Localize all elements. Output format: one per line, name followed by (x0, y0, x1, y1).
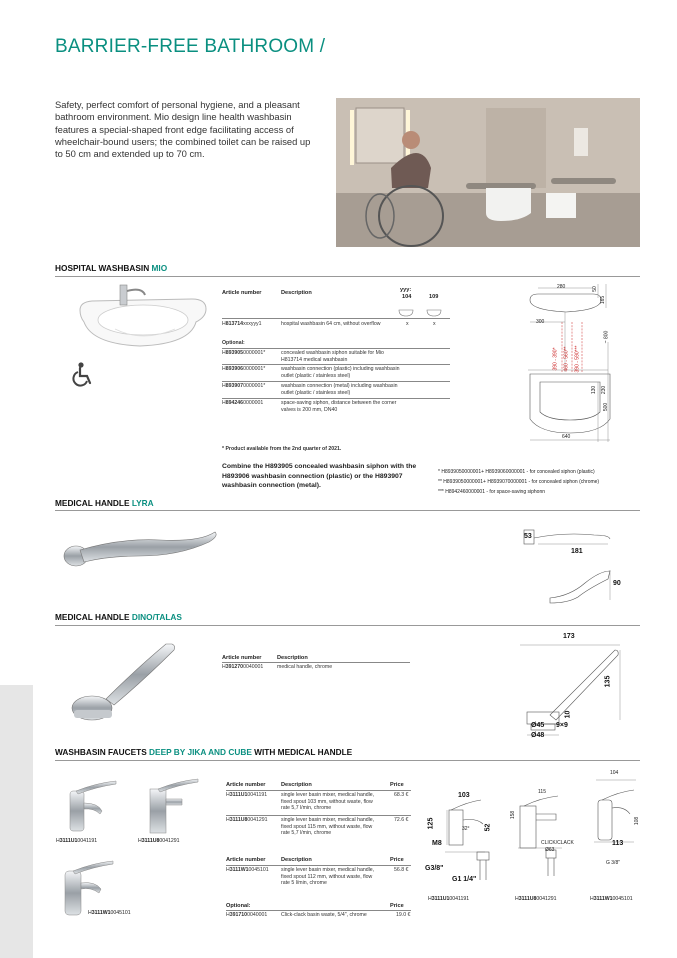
f-optional-price-col: Price (390, 903, 404, 909)
u1-dim-125: 125 (427, 817, 435, 830)
wheelchair-icon (72, 362, 94, 388)
dino-row-article (222, 664, 263, 671)
f1-row2-prefix: H (226, 817, 230, 823)
w1-dim-108: 108 (634, 816, 641, 826)
lyra-handle-image (62, 530, 217, 575)
u8-drawing-bold: 3111U8 (518, 896, 537, 902)
f2-col-article: Article number (226, 857, 266, 863)
faucets-heading-text: WASHBASIN FAUCETS (55, 747, 150, 757)
u8-drawing-prefix: H (515, 896, 519, 902)
u1-drawing-bold: 3111U1 (431, 896, 450, 902)
faucet-u1-bold: 3111U1 (59, 838, 78, 844)
wb-dim-800: ~ 800 (603, 330, 610, 344)
f-opt1-article (226, 912, 267, 919)
u1-drawing-prefix: H (428, 896, 432, 902)
wb-opt2-article (222, 366, 265, 373)
wb-dim-280: 280 (557, 284, 566, 290)
f2-col-desc: Description (281, 857, 312, 863)
wb-opt2-prefix: H (222, 366, 226, 372)
wb-row-rule (222, 381, 450, 382)
washbasin-product-image (75, 285, 210, 355)
dino-dim-173: 173 (563, 633, 575, 640)
faucet-w1-label (88, 910, 131, 916)
wb-row-rule (222, 398, 450, 399)
w1-dim-113: 113 (612, 840, 624, 847)
wb-opt3-prefix: H (222, 383, 226, 389)
wb-availability-note: * Product available from the 2nd quarter of 2021. (222, 446, 342, 452)
u8-dim-158: 158 (510, 810, 517, 820)
f2-row1-prefix: H (226, 867, 230, 873)
wb-combine-note: Combine the H893905 concealed washbasin siphon with the H893906 washbasin connection (plastic) or the H893907 washbasin connection (metal). (222, 463, 417, 489)
u1-drawing-label (428, 896, 469, 902)
wb-opt3-article (222, 383, 265, 390)
wb-dim-460: 460 - 560** (563, 346, 570, 372)
u1-drawing-suffix: 0041191 (449, 896, 470, 902)
faucets-heading-accent: DEEP BY JIKA AND CUBE (149, 747, 252, 757)
w1-drawing-prefix: H (590, 896, 594, 902)
dino-dim-135: 135 (604, 675, 612, 688)
dino-handle-image (70, 640, 180, 722)
wb-opt4-bold: 894246 (225, 400, 244, 406)
washbasin-heading-accent: MIO (151, 263, 168, 273)
faucet-u1-suffix: 0041191 (77, 838, 98, 844)
intro-text: Safety, perfect comfort of personal hygiene, and a pleasant bathroom environment. Mio design line health washbasin features a special-shaped front edge facilitating access of wheelchair-bound users; the combined toilet can be raised up to 50 cm and extended up to 70 cm. (55, 99, 311, 160)
wb-dim-50: 50 (591, 286, 598, 292)
faucets-heading (55, 747, 352, 757)
f-opt1-price: 19.0 € (396, 912, 411, 918)
washbasin-heading-text: HOSPITAL WASHBASIN (55, 263, 152, 273)
side-tab (0, 685, 33, 958)
wb-opt3-suffix: 0000001* (243, 383, 266, 389)
f1-row1-desc: single lever basin mixer, medical handle, fixed spout 103 mm, without waste, flow rate 5,7 l/min, chrome (281, 792, 375, 812)
faucet-u8-suffix: 0041291 (159, 838, 180, 844)
dino-drawing (515, 640, 625, 745)
wb-opt1-suffix: 0000001* (243, 350, 266, 356)
f-opt1-prefix: H (226, 912, 230, 918)
dino-table-rule (222, 662, 410, 663)
u1-dim-m8: M8 (432, 840, 442, 847)
wb-dim-500: 500 (603, 402, 610, 412)
f-optional-rule (226, 910, 411, 911)
washbasin-divider (55, 276, 640, 277)
u1-dim-g38: G3/8" (425, 865, 444, 872)
wb-opt1-prefix: H (222, 350, 226, 356)
u8-dim-63: Ø63 (545, 847, 555, 853)
bathroom-photo (336, 98, 640, 247)
wb-optional-rule (222, 348, 450, 349)
dino-row-prefix: H (222, 664, 226, 670)
wb-combo-3: *** H8942460000001 - for space-saving siphonn (438, 489, 546, 495)
wb-combo-2: ** H8939050000001+ H8939070000001 - for concealed siphon (chrome) (438, 479, 600, 485)
wb-row-rule (222, 364, 450, 365)
washbasin-drawing (520, 282, 620, 447)
wb-col-109: 109 (429, 294, 439, 300)
washbasin-heading (55, 263, 167, 273)
w1-dim-104: 104 (610, 770, 619, 776)
dino-heading-text: MEDICAL HANDLE (55, 612, 132, 622)
f-opt1-suffix: 0040001 (247, 912, 268, 918)
wb-table-rule (222, 318, 450, 319)
dino-col-desc: Description (277, 655, 308, 661)
faucet-u8-prefix: H (138, 838, 142, 844)
wb-combo-1: * H8939050000001+ H8939060000001 - for concealed siphon (plastic) (438, 469, 595, 475)
wb-col-104: 104 (402, 294, 412, 300)
wb-col-desc: Description (281, 290, 312, 296)
faucet-w1-prefix: H (88, 910, 92, 916)
wb-main-109: x (433, 321, 436, 327)
w1-drawing-label (590, 896, 633, 902)
wb-opt3-desc: washbasin connection (metal) including washbasin outlet (plastic / stainless steel) (281, 383, 398, 396)
f1-row2-desc: single lever basin mixer, medical handle, fixed spout 115 mm, without waste, flow rate 5,7 l/min, chrome (281, 817, 375, 837)
lyra-dim-53: 53 (524, 533, 532, 540)
f1-row2-article (226, 817, 268, 824)
wb-opt1-bold: 893905 (225, 350, 244, 356)
u1-dim-g114: G1 1/4" (452, 876, 477, 883)
dino-dim-48: Ø48 (531, 732, 545, 739)
lyra-heading-accent: LYRA (131, 498, 154, 508)
wb-dim-300: 300 (536, 319, 545, 325)
faucet-u1-image (60, 777, 120, 837)
lyra-dim-181: 181 (571, 548, 583, 555)
wb-optional-label: Optional: (222, 340, 245, 346)
faucets-heading-tail: WITH MEDICAL HANDLE (251, 747, 353, 757)
wb-color-swatches (397, 308, 447, 318)
lyra-heading-text: MEDICAL HANDLE (55, 498, 132, 508)
lyra-divider (55, 510, 640, 511)
f-optional-label: Optional: (226, 903, 251, 909)
wb-opt3-bold: 893907 (225, 383, 244, 389)
u1-dim-32: 32° (462, 826, 470, 832)
f2-row1-desc: single lever basin mixer, medical handle, fixed spout 112 mm, without waste, flow rate 5 l/min, chrome (281, 867, 375, 887)
dino-dim-45: Ø45 (531, 722, 545, 729)
u1-dim-103: 103 (458, 792, 470, 799)
f2-table-rule (226, 865, 411, 866)
dino-col-article: Article number (222, 655, 262, 661)
f2-row1-article (226, 867, 269, 874)
wb-opt1-article (222, 350, 265, 357)
faucets-divider (55, 760, 640, 761)
f-opt1-desc: Click-clack basin waste, 5/4", chrome (281, 912, 367, 918)
wb-main-prefix: H (222, 321, 226, 327)
dino-row-desc: medical handle, chrome (277, 664, 333, 670)
dino-divider (55, 625, 640, 626)
wb-opt4-prefix: H (222, 400, 226, 406)
wb-opt4-article (222, 400, 263, 407)
faucet-u1-label (56, 838, 97, 844)
w1-drawing-bold: 3111W1 (593, 896, 613, 902)
wb-opt2-bold: 893906 (225, 366, 244, 372)
wb-main-desc: hospital washbasin 64 cm, without overflow (281, 321, 381, 327)
f1-row1-suffix: 0041191 (247, 792, 268, 798)
f1-row-rule (226, 815, 411, 816)
f1-col-desc: Description (281, 782, 312, 788)
f2-row1-bold: 3111W1 (229, 867, 249, 873)
f1-table-rule (226, 790, 411, 791)
f2-col-price: Price (390, 857, 404, 863)
faucet-u8-bold: 3111U8 (141, 838, 160, 844)
f1-row1-article (226, 792, 267, 799)
faucet-w1-bold: 3111W1 (91, 910, 111, 916)
dino-row-suffix: 0040001 (243, 664, 264, 670)
dino-heading (55, 612, 182, 622)
wb-dim-165: 165 (600, 295, 607, 305)
dino-heading-accent: DINO/TALAS (131, 612, 182, 622)
f1-row1-prefix: H (226, 792, 230, 798)
f2-row1-suffix: 0045101 (248, 867, 269, 873)
f1-col-article: Article number (226, 782, 266, 788)
wb-main-article (222, 321, 262, 328)
f-opt1-bold: 391710 (229, 912, 248, 918)
wb-dim-390b: 390 - 590*** (574, 345, 581, 373)
wb-main-suffix: xxxyyy1 (243, 321, 262, 327)
wb-dim-640: 640 (562, 434, 571, 440)
f1-col-price: Price (390, 782, 404, 788)
wb-opt1-desc: concealed washbasin siphon suitable for Mio H813714 medical washbasin (281, 350, 384, 363)
faucet-u8-label (138, 838, 180, 844)
f1-row1-price: 68.3 € (394, 792, 409, 798)
u8-drawing-suffix: 0041291 (536, 896, 557, 902)
wb-opt4-suffix: 0000001 (243, 400, 264, 406)
faucet-w1-suffix: 0045101 (110, 910, 131, 916)
dino-dim-10: 10 (564, 710, 572, 719)
u1-dim-52: 52 (484, 823, 492, 832)
wb-main-bold: 813714 (225, 321, 244, 327)
f1-row1-bold: 3111U1 (229, 792, 248, 798)
w1-drawing-suffix: 0045101 (612, 896, 633, 902)
dino-dim-9x9: 9×9 (556, 722, 568, 729)
wb-dim-130: 130 (591, 385, 598, 395)
u8-dim-115: 115 (538, 789, 546, 795)
wb-dim-230: 230 (601, 385, 608, 395)
faucet-u1-prefix: H (56, 838, 60, 844)
u8-drawing-label (515, 896, 557, 902)
bathroom-illustration (336, 98, 640, 247)
wb-col-yyy: yyy: (400, 287, 412, 293)
f1-row2-price: 72.6 € (394, 817, 409, 823)
f1-row2-suffix: 0041291 (247, 817, 268, 823)
faucet-u8-image (142, 775, 202, 837)
wb-opt4-desc: space-saving siphon, distance between the corner valves is 200 mm, DN40 (281, 400, 397, 413)
w1-dim-g38: G 3/8" (606, 860, 621, 866)
wb-opt2-suffix: 0000001* (243, 366, 266, 372)
page-title: BARRIER-FREE BATHROOM / (55, 36, 326, 57)
lyra-dim-90: 90 (613, 580, 621, 587)
dino-row-bold: 391270 (225, 664, 244, 670)
wb-col-article: Article number (222, 290, 262, 296)
f2-row1-price: 56.8 € (394, 867, 409, 873)
f1-row2-bold: 3111U8 (229, 817, 248, 823)
wb-dim-390a: 390 - 390* (552, 347, 559, 371)
wb-opt2-desc: washbasin connection (plastic) including washbasin outlet (plastic / stainless steel) (281, 366, 400, 379)
wb-main-104: x (406, 321, 409, 327)
u8-clickclack: CLICK/CLACK (541, 840, 574, 846)
lyra-heading (55, 498, 154, 508)
